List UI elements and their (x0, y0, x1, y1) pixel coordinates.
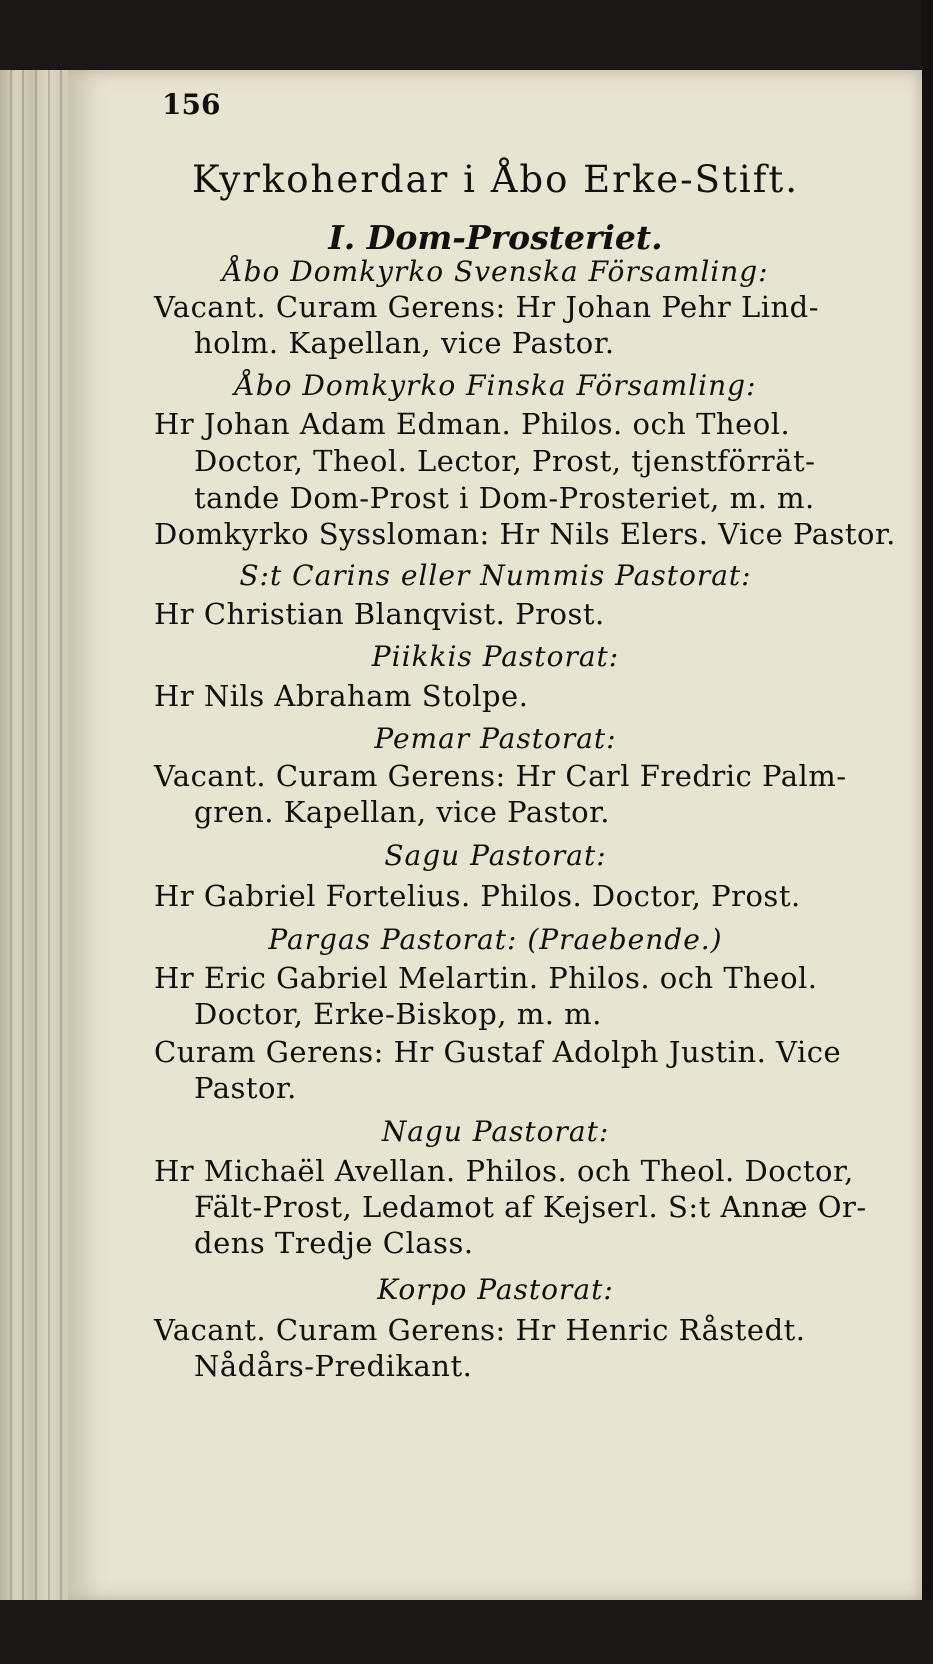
entry-line: Pastor. (194, 1071, 297, 1105)
scan-background-bottom (0, 1600, 933, 1664)
entry-line: Doctor, Erke-Biskop, m. m. (194, 997, 602, 1031)
entry-line: dens Tredje Class. (194, 1226, 474, 1260)
entry-line: Vacant. Curam Gerens: Hr Henric Råstedt. (154, 1313, 806, 1347)
entry-line: Vacant. Curam Gerens: Hr Carl Fredric Palm- (154, 759, 847, 793)
parish-heading: S:t Carins eller Nummis Pastorat: (239, 559, 752, 592)
entry-line: Vacant. Curam Gerens: Hr Johan Pehr Lind- (154, 290, 820, 324)
entry-line: tande Dom-Prost i Dom-Prosteriet, m. m. (194, 481, 815, 515)
scan-background-right (922, 0, 933, 1664)
entry-line: Hr Johan Adam Edman. Philos. och Theol. (154, 407, 791, 441)
page-title: Kyrkoherdar i Åbo Erke-Stift. (191, 158, 800, 201)
entry-line: Hr Eric Gabriel Melartin. Philos. och Theol. (154, 961, 818, 995)
entry-line: Doctor, Theol. Lector, Prost, tjenstförrät- (194, 444, 816, 478)
entry-line: Fält-Prost, Ledamot af Kejserl. S:t Annæ Or- (194, 1190, 867, 1224)
page-number: 156 (162, 88, 221, 121)
entry-line: gren. Kapellan, vice Pastor. (194, 795, 611, 829)
entry-line: Nådårs-Predikant. (194, 1349, 473, 1383)
parish-heading: Korpo Pastorat: (377, 1273, 614, 1306)
entry-line: holm. Kapellan, vice Pastor. (194, 326, 615, 360)
entry-line: Domkyrko Syssloman: Hr Nils Elers. Vice Pastor. (154, 517, 896, 551)
entry-line: Curam Gerens: Hr Gustaf Adolph Justin. Vice (154, 1035, 842, 1069)
scan-background-top (0, 0, 933, 72)
parish-heading: Pargas Pastorat: (Praebende.) (268, 923, 723, 956)
section-title: I. Dom-Prosteriet. (328, 218, 663, 257)
entry-line: Hr Nils Abraham Stolpe. (154, 679, 529, 713)
book-page (68, 70, 923, 1600)
parish-heading: Nagu Pastorat: (381, 1115, 610, 1148)
entry-line: Hr Christian Blanqvist. Prost. (154, 597, 605, 631)
parish-heading: Åbo Domkyrko Finska Församling: (234, 369, 757, 402)
entry-line: Hr Gabriel Fortelius. Philos. Doctor, Prost. (154, 879, 801, 913)
entry-line: Hr Michaël Avellan. Philos. och Theol. Doctor, (154, 1154, 854, 1188)
parish-heading: Piikkis Pastorat: (371, 640, 620, 673)
parish-heading: Åbo Domkyrko Svenska Församling: (222, 255, 769, 288)
parish-heading: Pemar Pastorat: (374, 722, 617, 755)
parish-heading: Sagu Pastorat: (384, 839, 607, 872)
